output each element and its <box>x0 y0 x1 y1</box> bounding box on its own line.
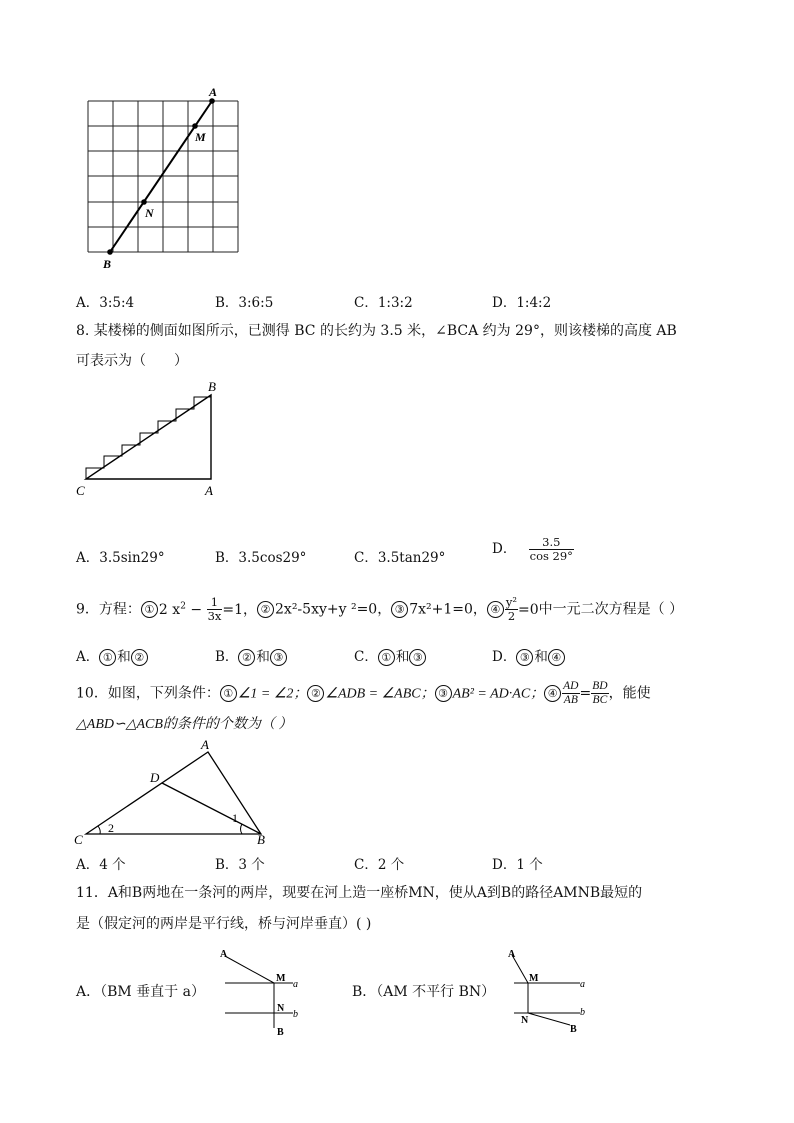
svg-text:A: A <box>508 949 516 960</box>
q9-marker-3: ③ <box>391 601 408 618</box>
q10-cond4-frac2: $\frac{BD}{BC}$ <box>592 680 608 706</box>
q9-option-c[interactable]: C． ① 和 ③ <box>354 645 427 666</box>
q7-option-a[interactable]: A．3:5:4 <box>76 295 135 311</box>
q8-option-d-fraction <box>529 536 574 563</box>
q11-option-b-label[interactable]: B．（AM 不平行 BN） <box>352 984 496 1000</box>
q10-cond4-frac1: $\frac{AD}{AB}$ <box>563 680 579 706</box>
svg-text:b: b <box>580 1007 585 1018</box>
q10-cond3: AB² = AD·AC； <box>452 686 545 702</box>
svg-text:a: a <box>580 979 585 990</box>
q10-question-line1: 10．如图，下列条件： ① ∠1 = ∠2； ② ∠ADB = ∠ABC； ③ AB² = AD·AC； ④ $\frac{AD}{AB}$ = $\frac{BD}{BC}$ ，能使 <box>76 680 651 706</box>
q8-option-b[interactable]: B．3.5cos29° <box>215 550 307 566</box>
q9-question <box>76 596 683 623</box>
q10-cond2: ∠ADB = ∠ABC； <box>325 686 435 702</box>
q9-eq1: 2 $x^2$ − $\frac{1}{3x}$ =1， <box>158 595 258 624</box>
q9-option-b[interactable]: B． ② 和 ③ <box>215 645 288 666</box>
q10-question-line2: △ABD∽△ACB的条件的个数为（ ） <box>76 717 293 732</box>
label-m: M <box>195 130 206 144</box>
q8-d-denominator: cos 29° <box>529 549 573 563</box>
q9-option-a[interactable]: A． ① 和 ② <box>76 645 149 666</box>
q11-option-a-figure[interactable] <box>215 945 315 1037</box>
q7-grid-figure <box>78 84 248 274</box>
tri-angle-2: 2 <box>108 821 114 835</box>
svg-text:B: B <box>277 1027 284 1037</box>
q11-question-line1: 11．A和B两地在一条河的两岸，现要在河上造一座桥MN，使从A到B的路径AMNB最短的 <box>76 885 643 901</box>
q9-marker-1: ① <box>141 601 158 618</box>
svg-text:M: M <box>529 973 539 984</box>
q9-marker-2: ② <box>257 601 274 618</box>
q9-eq4: $\frac{\text{y²}}{2}$ =0 <box>505 595 539 624</box>
q7-option-b[interactable]: B．3:6:5 <box>215 295 274 311</box>
q8-staircase-figure <box>70 378 230 502</box>
label-a: A <box>209 85 218 99</box>
q10-triangle-figure <box>70 736 280 846</box>
q11-question-line2: 是（假定河的两岸是平行线，桥与河岸垂直）( ) <box>76 916 372 932</box>
point-n-dot <box>141 199 147 205</box>
q8-option-a[interactable]: A．3.5sin29° <box>76 550 165 566</box>
q9-eq3: 7x²+1=0， <box>409 601 487 618</box>
q8-option-d[interactable] <box>492 536 574 563</box>
svg-text:a: a <box>293 979 298 990</box>
tri-label-d: D <box>150 770 160 785</box>
q11-option-b-figure[interactable] <box>500 945 600 1037</box>
q11-option-a-label[interactable]: A．（BM 垂直于 a） <box>76 984 205 1000</box>
label-b: B <box>103 257 112 271</box>
stair-label-a: A <box>205 483 213 498</box>
tri-label-c: C <box>74 832 83 846</box>
svg-text:N: N <box>521 1015 529 1026</box>
tri-label-a: A <box>201 737 209 752</box>
q7-option-c[interactable]: C．1:3:2 <box>354 295 413 311</box>
tri-label-b: B <box>257 832 265 846</box>
tri-angle-1: 1 <box>232 811 238 825</box>
q9-option-d[interactable]: D． ③ 和 ④ <box>492 645 566 666</box>
q8-option-c[interactable]: C．3.5tan29° <box>354 550 446 566</box>
q10-option-a[interactable]: A．4 个 <box>76 857 126 873</box>
q10-option-c[interactable]: C．2 个 <box>354 857 405 873</box>
svg-text:B: B <box>570 1024 577 1035</box>
point-b-dot <box>107 249 113 255</box>
svg-text:A: A <box>220 949 228 960</box>
svg-text:b: b <box>293 1009 298 1020</box>
point-m-dot <box>192 123 198 129</box>
label-n: N <box>145 206 154 220</box>
q9-suffix: 中一元二次方程是（ ） <box>538 601 684 618</box>
svg-text:N: N <box>277 1003 285 1014</box>
svg-text:M: M <box>276 973 286 984</box>
q10-option-b[interactable]: B．3 个 <box>215 857 265 873</box>
stair-label-b: B <box>208 379 216 394</box>
q8-question-line1: 8. 某楼梯的侧面如图所示，已测得 BC 的长约为 3.5 米，∠BCA 约为 29°，则该楼梯的高度 AB <box>76 323 677 339</box>
q8-d-numerator: 3.5 <box>542 535 561 549</box>
q10-cond1: ∠1 = ∠2； <box>237 686 308 702</box>
q9-prefix: 9．方程： <box>76 601 141 618</box>
stair-label-c: C <box>76 483 85 498</box>
q7-option-d[interactable]: D．1:4:2 <box>492 295 552 311</box>
q9-eq2: 2x²-5xy+y ²=0， <box>275 601 392 618</box>
point-a-dot <box>209 98 215 104</box>
q9-marker-4: ④ <box>487 601 504 618</box>
q10-option-d[interactable]: D．1 个 <box>492 857 543 873</box>
q8-option-d-prefix: D． <box>492 541 517 557</box>
q8-question-line2: 可表示为（ ） <box>76 353 188 369</box>
